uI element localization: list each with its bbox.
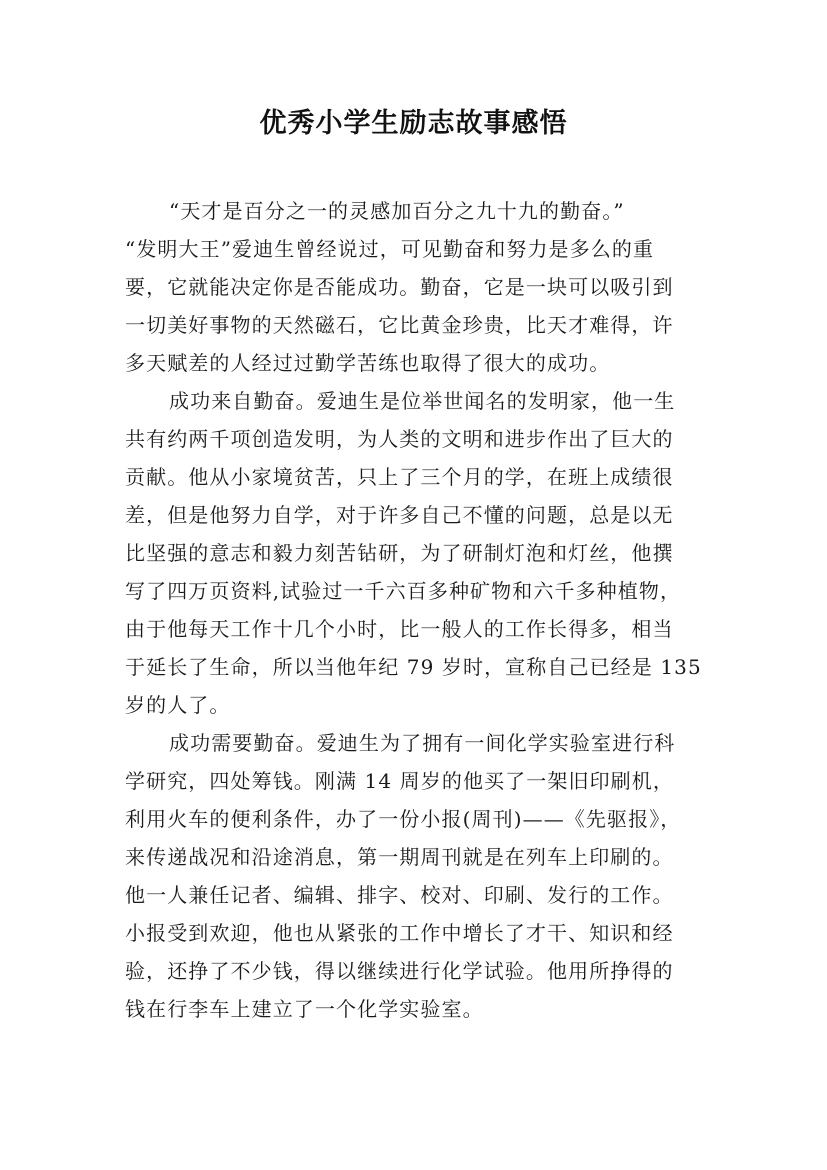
paragraph-line: 比坚强的意志和毅力刻苦钻研，为了研制灯泡和灯丝，他撰 [125,541,674,565]
paragraph-line: 验，还挣了不少钱，得以继续进行化学试验。他用所挣得的 [125,959,674,983]
paragraph-line: 学研究，四处筹钱。刚满 14 周岁的他买了一架旧印刷机， [125,769,674,793]
paragraph-line: 差，但是他努力自学，对于许多自己不懂的问题，总是以无 [125,503,674,527]
paragraph-3 [125,724,715,1028]
paragraph-line: 贡献。他从小家境贫苦，只上了三个月的学，在班上成绩很 [125,465,674,489]
paragraph-line: 利用火车的便利条件，办了一份小报(周刊)——《先驱报》， [125,807,682,831]
paragraph-1 [125,192,715,382]
paragraph-line: 要，它就能决定你是否能成功。勤奋，它是一块可以吸引到 [125,275,674,299]
document-title: 优秀小学生励志故事感悟 [259,108,568,139]
paragraph-line: 钱在行李车上建立了一个化学实验室。 [125,997,484,1021]
paragraph-line: 岁的人了。 [125,693,231,717]
paragraph-2 [125,382,715,724]
paragraph-line: 来传递战况和沿途消息，第一期周刊就是在列车上印刷的。 [125,845,674,869]
paragraph-line: 成功需要勤奋。爱迪生为了拥有一间化学实验室进行科 [169,731,676,755]
paragraph-line: 共有约两千项创造发明，为人类的文明和进步作出了巨大的 [125,427,674,451]
document-body [125,192,715,1028]
paragraph-line: 于延长了生命，所以当他年纪 79 岁时，宣称自己已经是 135 [125,655,702,679]
paragraph-line: “天才是百分之一的灵感加百分之九十九的勤奋。” [169,199,625,223]
paragraph-line: 他一人兼任记者、编辑、排字、校对、印刷、发行的工作。 [125,883,674,907]
paragraph-line: 小报受到欢迎，他也从紧张的工作中增长了才干、知识和经 [125,921,674,945]
paragraph-line: 多天赋差的人经过过勤学苦练也取得了很大的成功。 [125,351,611,375]
paragraph-line: “发明大王”爱迪生曾经说过，可见勤奋和努力是多么的重 [125,237,655,261]
paragraph-line: 一切美好事物的天然磁石，它比黄金珍贵，比天才难得，许 [125,313,674,337]
paragraph-line: 成功来自勤奋。爱迪生是位举世闻名的发明家，他一生 [169,389,676,413]
paragraph-line: 由于他每天工作十几个小时，比一般人的工作长得多，相当 [125,617,674,641]
paragraph-line: 写了四万页资料,试验过一千六百多种矿物和六千多种植物， [125,579,682,603]
